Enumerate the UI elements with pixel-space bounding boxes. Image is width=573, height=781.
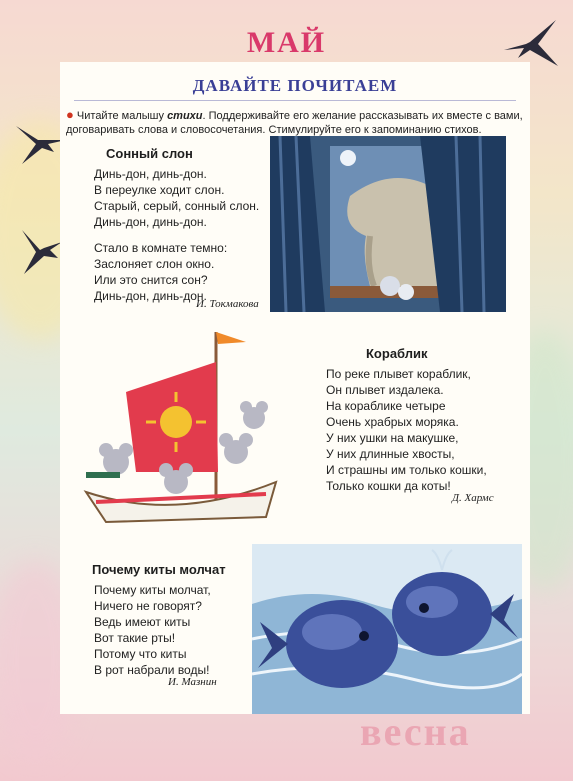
poem-line: Старый, серый, сонный слон. [94,199,260,213]
poem-line: У них ушки на макушке, [326,431,459,445]
poem-line: Потому что киты [94,647,187,661]
poem-line: У них длинные хвосты, [326,447,455,461]
poem-line: В рот набрали воды! [94,663,210,677]
bullet-icon: ● [66,107,74,122]
poem-title-little-ship: Кораблик [366,346,428,361]
poem-line: Почему киты молчат, [94,583,211,597]
poem-line: Только кошки да коты! [326,479,451,493]
poem-line: Ведь имеют киты [94,615,191,629]
poem-line: Вот такие рты! [94,631,176,645]
poem-line: Очень храбрых моряка. [326,415,459,429]
content-panel [60,62,530,714]
poem-title-sleepy-elephant: Сонный слон [106,146,193,161]
month-title: МАЙ [246,26,327,59]
intro-emphasis: стихи [167,110,203,122]
poem-line: Динь-дон, динь-дон. [94,289,207,303]
intro-text-end: . Поддерживайте его желание рассказывать их вместе с вами, договаривать слова и словосочетания. Стимулируйте его к запоминанию стихов. [66,110,523,136]
poem-line: Стало в комнате темно: [94,241,228,255]
poem-line: Он плывет издалека. [326,383,444,397]
poem-line: По реке плывет кораблик, [326,367,471,381]
poem-line: На кораблике четыре [326,399,446,413]
poem-line: Динь-дон, динь-дон. [94,167,207,181]
swallow-icon [18,226,64,278]
stanza-gap [94,230,259,240]
poem-line: И страшны им только кошки, [326,463,487,477]
poem-little-ship [326,366,487,494]
poem-author: Д. Хармс [452,492,494,504]
poem-sleepy-elephant [94,166,259,304]
season-title: весна [360,709,471,754]
poem-silent-whales [94,582,211,678]
poem-author: И. Токмакова [196,298,259,310]
poem-author: И. Мазнин [168,676,217,688]
poem-line: Ничего не говорят? [94,599,202,613]
whales-illustration [252,544,522,714]
page-header: ДАВАЙТЕ ПОЧИТАЕМ [192,76,398,95]
poem-title-silent-whales: Почему киты молчат [92,562,226,577]
poem-line: Динь-дон, динь-дон. [94,215,207,229]
mice-ship-illustration [66,322,286,532]
header-divider [74,100,516,101]
intro-paragraph [66,108,526,137]
elephant-window-illustration [270,136,506,312]
intro-text-start: Читайте малышу [76,110,168,122]
poem-line: Или это снится сон? [94,273,208,287]
poem-line: Заслоняет слон окно. [94,257,215,271]
poem-line: В переулке ходит слон. [94,183,225,197]
